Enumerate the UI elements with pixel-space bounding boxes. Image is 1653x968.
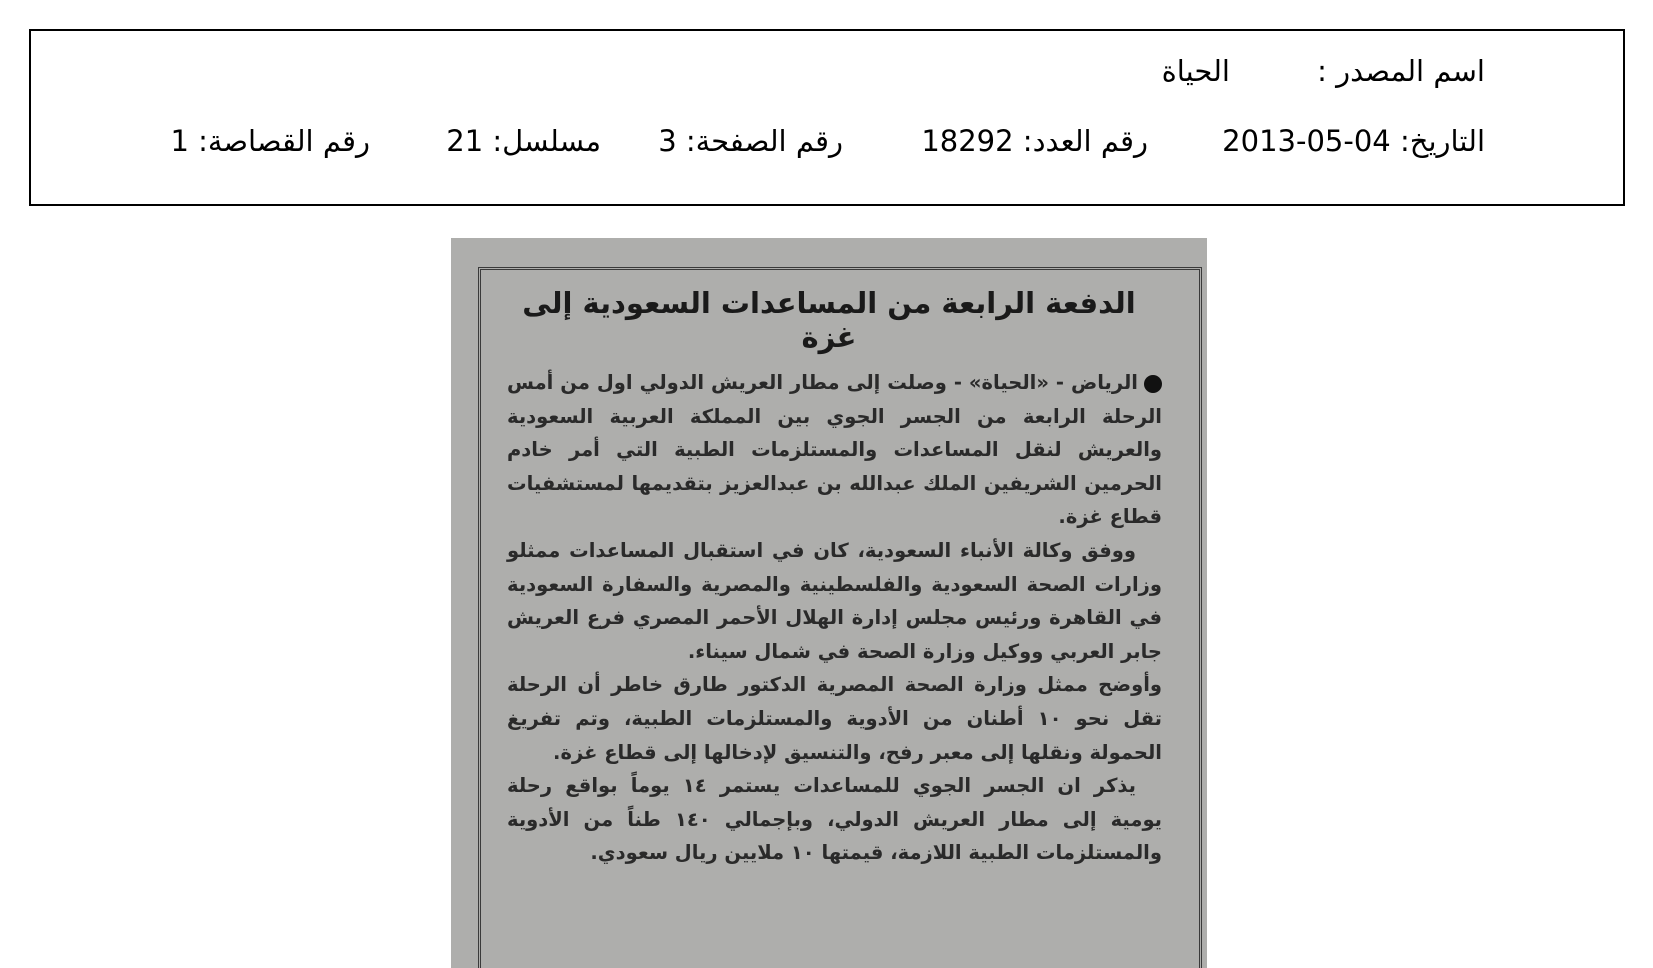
clipping-metadata-box <box>29 29 1625 206</box>
newspaper-clipping-scan <box>451 238 1207 968</box>
article-paragraph: يذكر ان الجسر الجوي للمساعدات يستمر ١٤ يوماً بواقع رحلة يومية إلى مطار العريش الدولي، وبإجمالي ١٤٠ طناً من الأدوية والمستلزمات الطبية اللازمة، قيمتها ١٠ ملايين ريال سعودي. <box>507 774 1162 865</box>
article-headline: الدفعة الرابعة من المساعدات السعودية إلى غزة <box>522 286 1136 354</box>
article-body <box>507 366 1162 870</box>
black-circle-bullet-icon <box>1144 375 1162 393</box>
source-label: اسم المصدر : <box>1317 54 1485 88</box>
page-number-field: رقم الصفحة: 3 <box>658 124 843 158</box>
date-field: التاريخ: 04-05-2013 <box>1222 124 1485 158</box>
clipping-number-field: رقم القصاصة: 1 <box>170 124 370 158</box>
serial-field: مسلسل: 21 <box>446 124 601 158</box>
article-paragraph: وأوضح ممثل وزارة الصحة المصرية الدكتور طارق خاطر أن الرحلة تقل نحو ١٠ أطنان من الأدوية والمستلزمات الطبية، وتم تفريغ الحمولة ونقلها إلى معبر رفح، والتنسيق لإدخالها إلى قطاع غزة. <box>507 673 1162 764</box>
article-paragraph: ووفق وكالة الأنباء السعودية، كان في استقبال المساعدات ممثلو وزارات الصحة السعودية والفلسطينية والمصرية والسفارة السعودية في القاهرة ورئيس مجلس إدارة الهلال الأحمر المصري فرع العريش جابر العربي ووكيل وزارة الصحة في شمال سيناء. <box>507 538 1162 663</box>
source-value: الحياة <box>1161 54 1230 88</box>
article-paragraph: الرياض - «الحياة» - وصلت إلى مطار العريش الدولي اول من أمس الرحلة الرابعة من الجسر الجوي بين المملكة العربية السعودية والعريش لنقل المساعدات والمستلزمات الطبية التي أمر خادم الحرمين الشريفين الملك عبدالله بن عبدالعزيز بتقديمها لمستشفيات قطاع غزة. <box>507 371 1162 529</box>
issue-number-field: رقم العدد: 18292 <box>921 124 1148 158</box>
